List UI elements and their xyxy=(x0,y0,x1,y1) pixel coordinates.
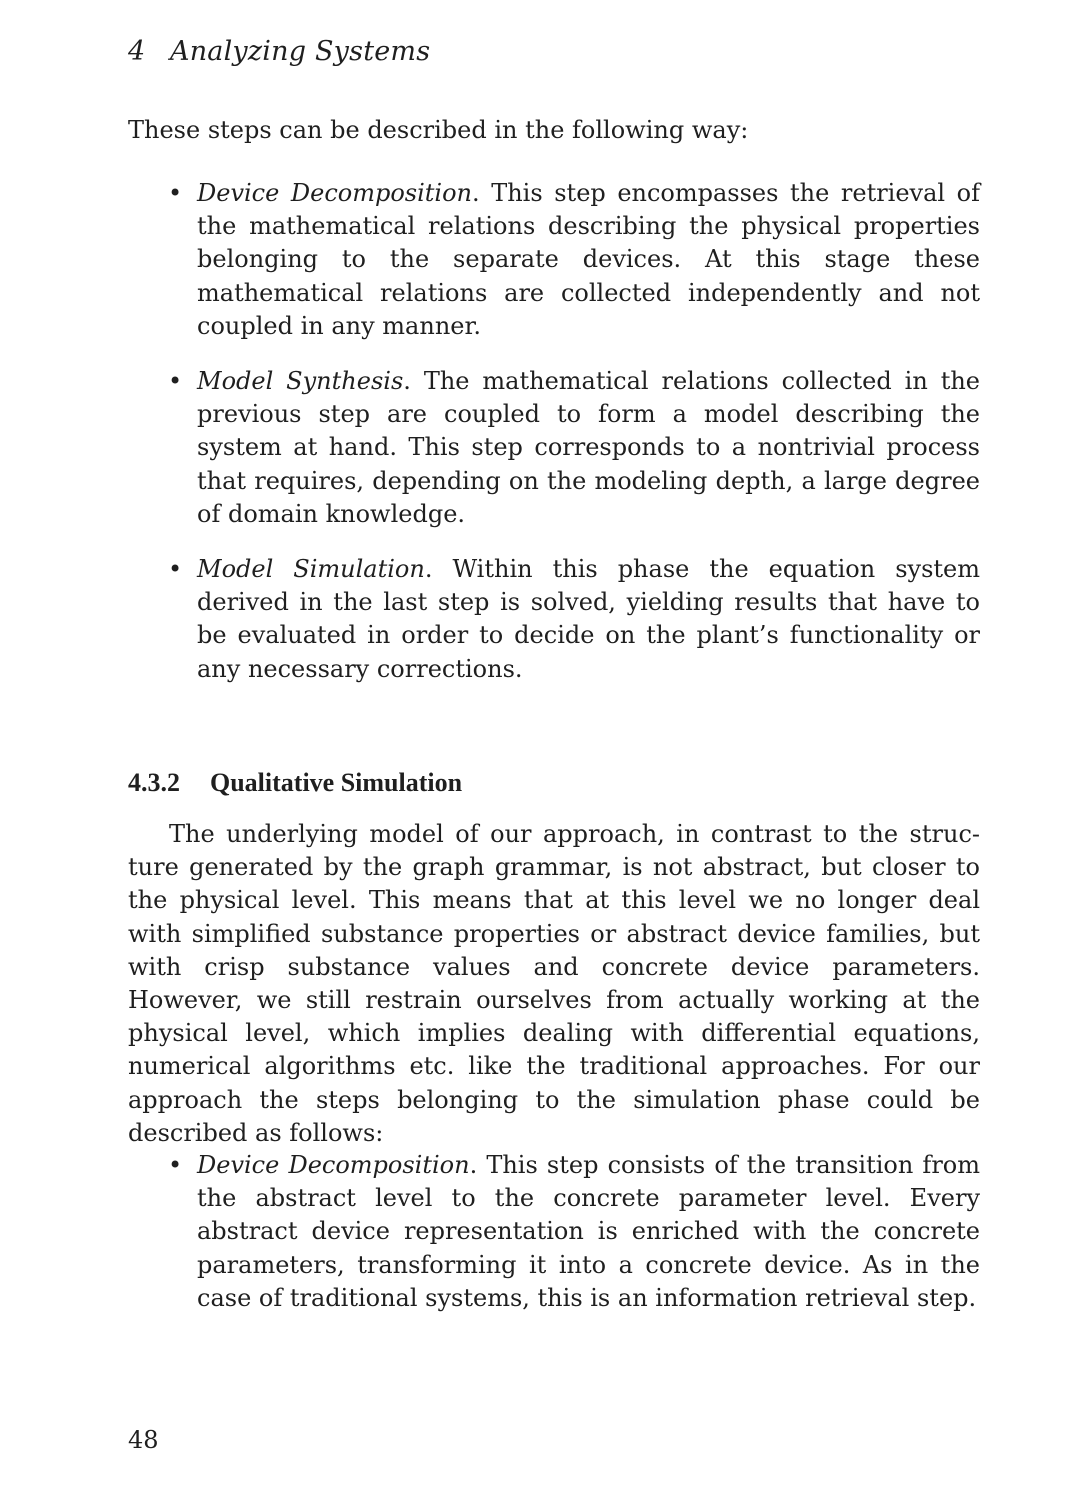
step-text: . The mathematical relations collected in the previous step are coupled to form a model describing the system at hand. This step corresponds to a nontrivial process that requires, depending on the modeling depth, a large degree of domain knowledge. xyxy=(197,367,980,528)
our-steps-list xyxy=(128,1149,980,1315)
traditional-steps-list xyxy=(128,177,980,708)
step-term: Device Decomposition xyxy=(197,1151,470,1179)
list-item xyxy=(128,365,980,531)
step-text: . Within this phase the equation system derived in the last step is solved, yielding results that have to be evaluated in order to decide on the plant’s functionality or any necessary corrections. xyxy=(197,555,980,683)
list-item xyxy=(128,177,980,343)
running-header xyxy=(128,36,430,67)
bullet-icon: • xyxy=(168,1151,183,1179)
list-item xyxy=(128,553,980,686)
list-item xyxy=(128,1149,980,1315)
step-text: . This step consists of the transition from the abstract level to the concrete parameter level. Every abstract device representation is enriched with the concrete parameters, transforming it into a concrete device. As in the case of traditional systems, this is an information retrieval step. xyxy=(197,1151,980,1312)
step-term: Device Decomposition xyxy=(197,179,473,207)
step-text: . This step encompasses the retrieval of the mathematical relations describing the physical properties belonging to the separate devices. At this stage these mathematical relations are collected independently and not coupled in any manner. xyxy=(197,179,980,340)
bullet-icon: • xyxy=(168,179,183,207)
intro-sentence: These steps can be described in the following way: xyxy=(128,116,749,144)
section-heading xyxy=(128,768,462,798)
step-term: Model Synthesis xyxy=(197,367,404,396)
bullet-icon: • xyxy=(168,555,183,584)
section-number: 4.3.2 xyxy=(128,768,180,797)
step-term: Model Simulation xyxy=(197,555,425,584)
body-paragraph: The underlying model of our approach, in contrast to the structure generated by the graph grammar, is not abstract, but closer to the physical level. This means that at this level we no longer deal with simplified substance properties or abstract device families, but with crisp substance values and concrete device parameters. However, we still restrain ourselves from actually working at the physical level, which implies dealing with differential equations, numerical algorithms etc. like the traditional approaches. For our approach the steps belonging to the simulation phase could be described as follows: xyxy=(128,820,980,1147)
chapter-title: Analyzing Systems xyxy=(170,36,431,67)
chapter-number: 4 xyxy=(128,36,146,67)
bullet-icon: • xyxy=(168,367,183,396)
page-number: 48 xyxy=(128,1426,159,1454)
section-title: Qualitative Simulation xyxy=(210,768,463,797)
